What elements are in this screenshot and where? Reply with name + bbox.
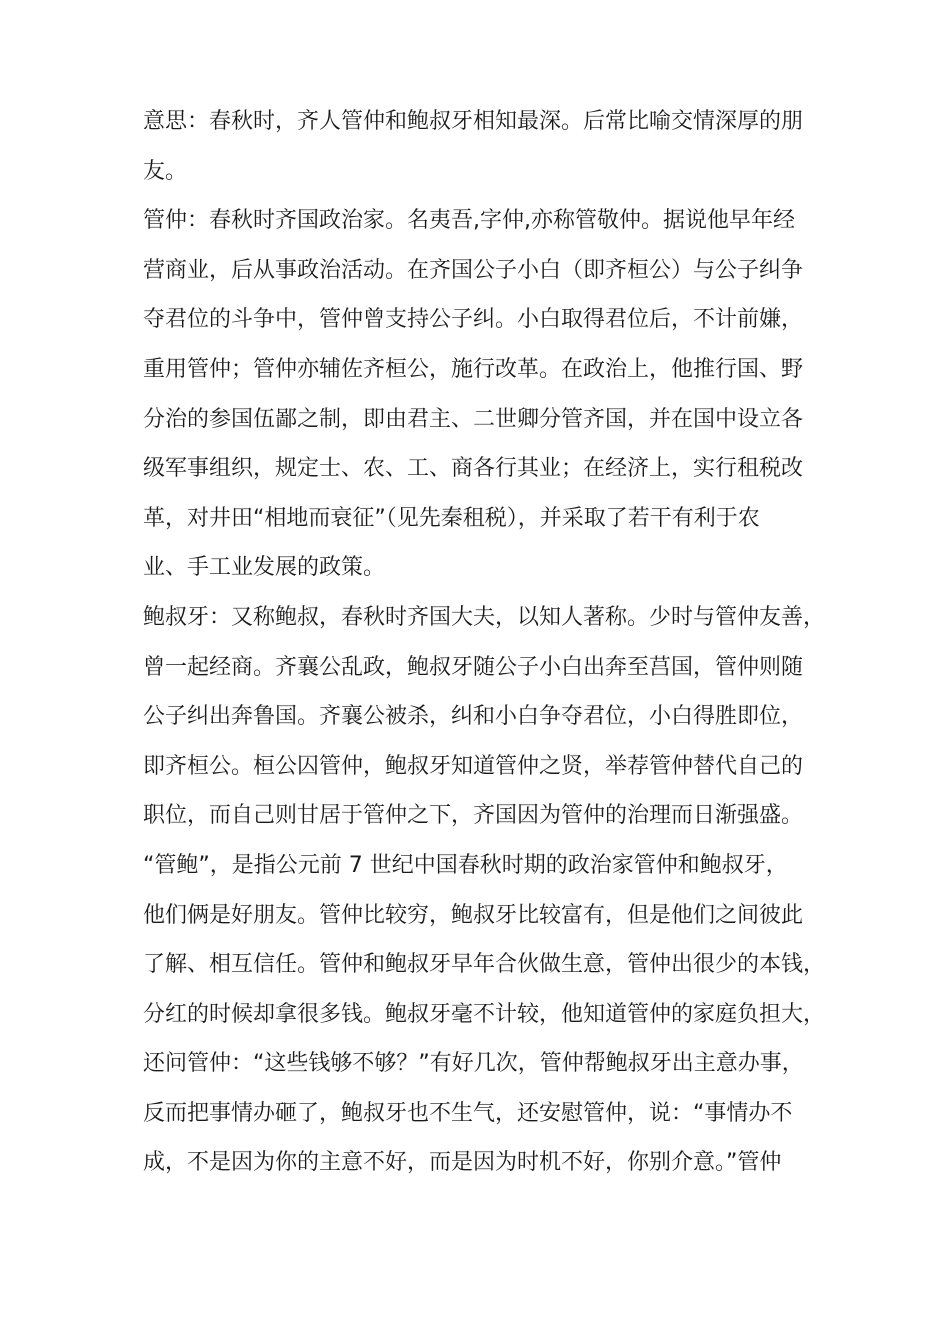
text-line: 分治的参国伍鄙之制，即由君主、二世卿分管齐国，并在国中设立各 bbox=[143, 406, 804, 432]
text-line: 友。 bbox=[143, 158, 188, 184]
text-line: 还问管仲：“这些钱够不够？”有好几次，管仲帮鲍叔牙出主意办事， bbox=[143, 1051, 804, 1077]
text-line: 职位，而自己则甘居于管仲之下，齐国因为管仲的治理而日渐强盛。 bbox=[143, 803, 804, 829]
text-line: 分红的时候却拿很多钱。鲍叔牙毫不计较，他知道管仲的家庭负担大， bbox=[143, 1001, 826, 1027]
text-line: 了解、相互信任。管仲和鲍叔牙早年合伙做生意，管仲出很少的本钱， bbox=[143, 952, 826, 978]
text-line: 营商业，后从事政治活动。在齐国公子小白（即齐桓公）与公子纠争 bbox=[143, 257, 804, 283]
text-line: 即齐桓公。桓公囚管仲，鲍叔牙知道管仲之贤，举荐管仲替代自己的 bbox=[143, 753, 804, 779]
text-line: 革，对井田“相地而衰征”（见先秦租税），并采取了若干有利于农 bbox=[143, 505, 760, 531]
text-line: 曾一起经商。齐襄公乱政，鲍叔牙随公子小白出奔至莒国，管仲则随 bbox=[143, 654, 804, 680]
text-line: 意思：春秋时，齐人管仲和鲍叔牙相知最深。后常比喻交情深厚的朋 bbox=[143, 109, 804, 134]
document-body bbox=[143, 97, 826, 1188]
text-line: 管仲：春秋时齐国政治家。名夷吾,字仲,亦称管敬仲。据说他早年经 bbox=[143, 208, 795, 234]
text-line: 级军事组织，规定士、农、工、商各行其业；在经济上，实行租税改 bbox=[143, 456, 804, 482]
text-line: 业、手工业发展的政策。 bbox=[143, 555, 386, 581]
text-line: 成，不是因为你的主意不好，而是因为时机不好，你别介意。”管仲 bbox=[143, 1150, 782, 1176]
text-line: “管鲍”，是指公元前 7 世纪中国春秋时期的政治家管仲和鲍叔牙， bbox=[143, 852, 788, 878]
text-line: 反而把事情办砸了，鲍叔牙也不生气，还安慰管仲，说：“事情办不 bbox=[143, 1100, 793, 1126]
text-line: 鲍叔牙：又称鲍叔，春秋时齐国大夫，以知人著称。少时与管仲友善， bbox=[143, 604, 826, 630]
text-line: 公子纠出奔鲁国。齐襄公被杀，纠和小白争夺君位，小白得胜即位， bbox=[143, 704, 804, 730]
text-line: 夺君位的斗争中，管仲曾支持公子纠。小白取得君位后，不计前嫌， bbox=[143, 307, 804, 333]
text-line: 他们俩是好朋友。管仲比较穷，鲍叔牙比较富有，但是他们之间彼此 bbox=[143, 902, 804, 928]
text-line: 重用管仲；管仲亦辅佐齐桓公，施行改革。在政治上，他推行国、野 bbox=[143, 356, 804, 382]
